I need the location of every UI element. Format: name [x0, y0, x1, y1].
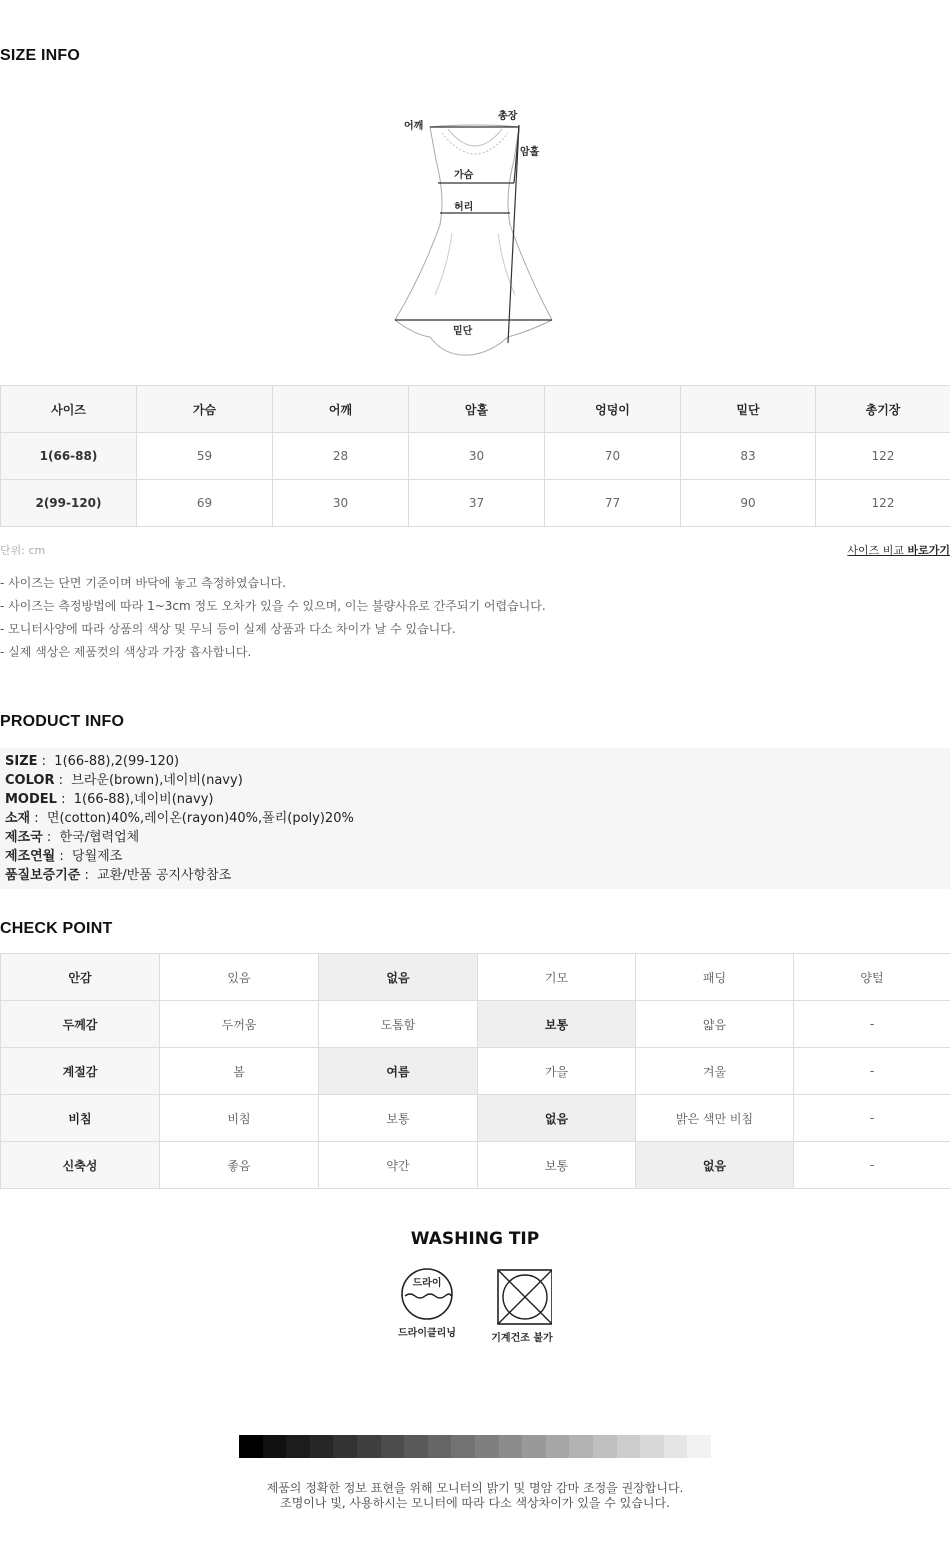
- check-point-option: 가을: [478, 1048, 636, 1095]
- product-info-value: 1(66-88),2(99-120): [54, 754, 180, 769]
- table-cell: 59: [137, 433, 273, 480]
- table-row: [1, 954, 950, 1001]
- table-cell: 122: [816, 433, 950, 480]
- gray-swatch: [546, 1435, 570, 1458]
- table-cell: 90: [681, 480, 816, 527]
- gray-swatch: [357, 1435, 381, 1458]
- product-info-key: COLOR: [5, 773, 55, 788]
- diagram-label-armhole: 암홀: [520, 147, 540, 158]
- size-table: [0, 385, 950, 527]
- table-cell: 30: [409, 433, 545, 480]
- table-cell: 30: [273, 480, 409, 527]
- table-cell: 77: [545, 480, 681, 527]
- size-table-header-cell: 총기장: [816, 386, 950, 433]
- check-point-option: 비침: [160, 1095, 319, 1142]
- table-cell: 83: [681, 433, 816, 480]
- check-point-option-selected: 없음: [636, 1142, 794, 1189]
- size-table-header-cell: 가슴: [137, 386, 273, 433]
- check-point-option: 밝은 색만 비침: [636, 1095, 794, 1142]
- size-label-cell: 2(99-120): [1, 480, 137, 527]
- gray-swatch: [617, 1435, 641, 1458]
- size-compare-prefix: 사이즈 비교: [847, 544, 908, 557]
- size-table-header: [1, 386, 950, 433]
- check-point-label: 두께감: [1, 1001, 160, 1048]
- note-item: - 사이즈는 단면 기준이며 바닥에 놓고 측정하였습니다.: [0, 576, 287, 590]
- gray-swatch: [640, 1435, 664, 1458]
- product-info-value: 1(66-88),네이비(navy): [73, 792, 214, 807]
- product-info-key: SIZE: [5, 754, 38, 769]
- dry-clean-icon: [399, 1266, 455, 1322]
- product-info-row: 소재 : 면(cotton)40%,레이온(rayon)40%,폴리(poly)20%: [5, 811, 354, 826]
- check-point-label: 비침: [1, 1095, 160, 1142]
- check-point-label: 안감: [1, 954, 160, 1001]
- table-cell: 37: [409, 480, 545, 527]
- check-point-option-selected: 없음: [478, 1095, 636, 1142]
- gray-swatch: [687, 1435, 711, 1458]
- gray-swatch: [593, 1435, 617, 1458]
- washing-tip-title: WASHING TIP: [410, 1229, 540, 1249]
- gray-swatch: [310, 1435, 334, 1458]
- dry-clean-item: [395, 1266, 459, 1339]
- size-label-cell: 1(66-88): [1, 433, 137, 480]
- check-point-option: 양털: [794, 954, 950, 1001]
- gray-swatch: [333, 1435, 357, 1458]
- check-point-option: 보통: [478, 1142, 636, 1189]
- check-point-option-selected: 여름: [319, 1048, 478, 1095]
- diagram-label-length: 총장: [498, 111, 518, 122]
- gray-swatch: [428, 1435, 452, 1458]
- check-point-option: -: [794, 1142, 950, 1189]
- product-info-key: MODEL: [5, 792, 57, 807]
- size-table-header-cell: 암홀: [409, 386, 545, 433]
- check-point-option: 두꺼움: [160, 1001, 319, 1048]
- dry-clean-icon-text: 드라이: [412, 1278, 442, 1289]
- check-point-option: 겨울: [636, 1048, 794, 1095]
- product-info-value: 당월제조: [72, 849, 123, 864]
- check-point-option: 좋음: [160, 1142, 319, 1189]
- diagram-label-chest: 가슴: [454, 170, 474, 181]
- gray-swatch: [451, 1435, 475, 1458]
- unit-label: 단위: cm: [0, 544, 46, 557]
- product-info-row: COLOR : 브라운(brown),네이비(navy): [5, 773, 243, 788]
- product-info-value: 한국/협력업체: [59, 830, 140, 845]
- check-point-option: 패딩: [636, 954, 794, 1001]
- note-item: - 모니터사양에 따라 상품의 색상 및 무늬 등이 실제 상품과 다소 차이가 날 수 있습니다.: [0, 622, 456, 636]
- check-point-table: [0, 953, 950, 1189]
- product-info-value: 브라운(brown),네이비(navy): [71, 773, 243, 788]
- diagram-label-hem: 밑단: [453, 326, 473, 337]
- size-table-header-cell: 밑단: [681, 386, 816, 433]
- disclaimer-line: 제품의 정확한 정보 표현을 위해 모니터의 밝기 및 명암 감마 조정을 권장합니다.: [266, 1481, 684, 1495]
- size-table-header-cell: 엉덩이: [545, 386, 681, 433]
- no-tumble-dry-icon: [492, 1267, 552, 1327]
- gray-swatch: [475, 1435, 499, 1458]
- product-info-value: 교환/반품 공지사항참조: [97, 868, 232, 883]
- product-info-key: 제조연월: [5, 849, 56, 864]
- check-point-label: 신축성: [1, 1142, 160, 1189]
- check-point-option: -: [794, 1001, 950, 1048]
- gray-swatch: [522, 1435, 546, 1458]
- note-item: - 사이즈는 측정방법에 따라 1~3cm 정도 오차가 있을 수 있으며, 이는 불량사유로 간주되기 어렵습니다.: [0, 599, 546, 613]
- note-item: - 실제 색상은 제품컷의 색상과 가장 흡사합니다.: [0, 645, 252, 659]
- check-point-option: 있음: [160, 954, 319, 1001]
- table-row: [1, 1095, 950, 1142]
- size-table-header-cell: 어깨: [273, 386, 409, 433]
- product-info-row: 품질보증기준 : 교환/반품 공지사항참조: [5, 868, 232, 883]
- size-notes: [0, 574, 546, 666]
- size-compare-link[interactable]: [847, 542, 950, 558]
- diagram-label-waist: 허리: [454, 202, 474, 213]
- product-info-value: 면(cotton)40%,레이온(rayon)40%,폴리(poly)20%: [46, 811, 354, 826]
- disclaimer-line: 조명이나 빛, 사용하시는 모니터에 따라 다소 색상차이가 있을 수 있습니다.: [280, 1496, 670, 1510]
- check-point-option: 봄: [160, 1048, 319, 1095]
- gray-swatch: [664, 1435, 688, 1458]
- diagram-label-shoulder: 어깨: [404, 121, 424, 132]
- product-info-row: 제조국 : 한국/협력업체: [5, 830, 140, 845]
- no-tumble-dry-caption: 기계건조 불가: [491, 1333, 553, 1344]
- check-point-option: 보통: [319, 1095, 478, 1142]
- table-cell: 28: [273, 433, 409, 480]
- gray-swatch: [381, 1435, 405, 1458]
- product-info-title: PRODUCT INFO: [0, 713, 125, 730]
- check-point-option: 도톰함: [319, 1001, 478, 1048]
- table-row: [1, 433, 950, 480]
- table-row: [1, 1001, 950, 1048]
- table-row: [1, 1142, 950, 1189]
- check-point-option: 약간: [319, 1142, 478, 1189]
- product-info-key: 제조국: [5, 830, 43, 845]
- gray-scale-bar: [239, 1435, 711, 1458]
- disclaimer: [0, 1481, 950, 1511]
- gray-swatch: [499, 1435, 523, 1458]
- check-point-option: -: [794, 1048, 950, 1095]
- gray-swatch: [263, 1435, 287, 1458]
- check-point-option-selected: 보통: [478, 1001, 636, 1048]
- product-info-key: 품질보증기준: [5, 868, 81, 883]
- table-row: [1, 1048, 950, 1095]
- check-point-option: 얇음: [636, 1001, 794, 1048]
- product-info-row: MODEL : 1(66-88),네이비(navy): [5, 792, 214, 807]
- no-tumble-dry-item: [486, 1267, 558, 1344]
- length-line: [508, 125, 519, 343]
- product-info-box: [0, 748, 950, 889]
- gray-swatch: [404, 1435, 428, 1458]
- gray-swatch: [239, 1435, 263, 1458]
- check-point-title: CHECK POINT: [0, 920, 113, 937]
- check-point-option: -: [794, 1095, 950, 1142]
- gray-swatch: [286, 1435, 310, 1458]
- check-point-option-selected: 없음: [319, 954, 478, 1001]
- dress-size-diagram: [390, 105, 565, 360]
- product-info-row: SIZE : 1(66-88),2(99-120): [5, 754, 180, 769]
- product-info-row: 제조연월 : 당월제조: [5, 849, 123, 864]
- size-info-title: SIZE INFO: [0, 47, 81, 64]
- check-point-label: 계절감: [1, 1048, 160, 1095]
- table-cell: 69: [137, 480, 273, 527]
- check-point-option: 기모: [478, 954, 636, 1001]
- table-row: [1, 480, 950, 527]
- table-cell: 70: [545, 433, 681, 480]
- table-cell: 122: [816, 480, 950, 527]
- gray-swatch: [569, 1435, 593, 1458]
- dry-clean-caption: 드라이클리닝: [398, 1328, 456, 1339]
- product-info-key: 소재: [5, 811, 31, 826]
- size-compare-link-label: 바로가기: [907, 544, 950, 557]
- size-table-header-cell: 사이즈: [1, 386, 137, 433]
